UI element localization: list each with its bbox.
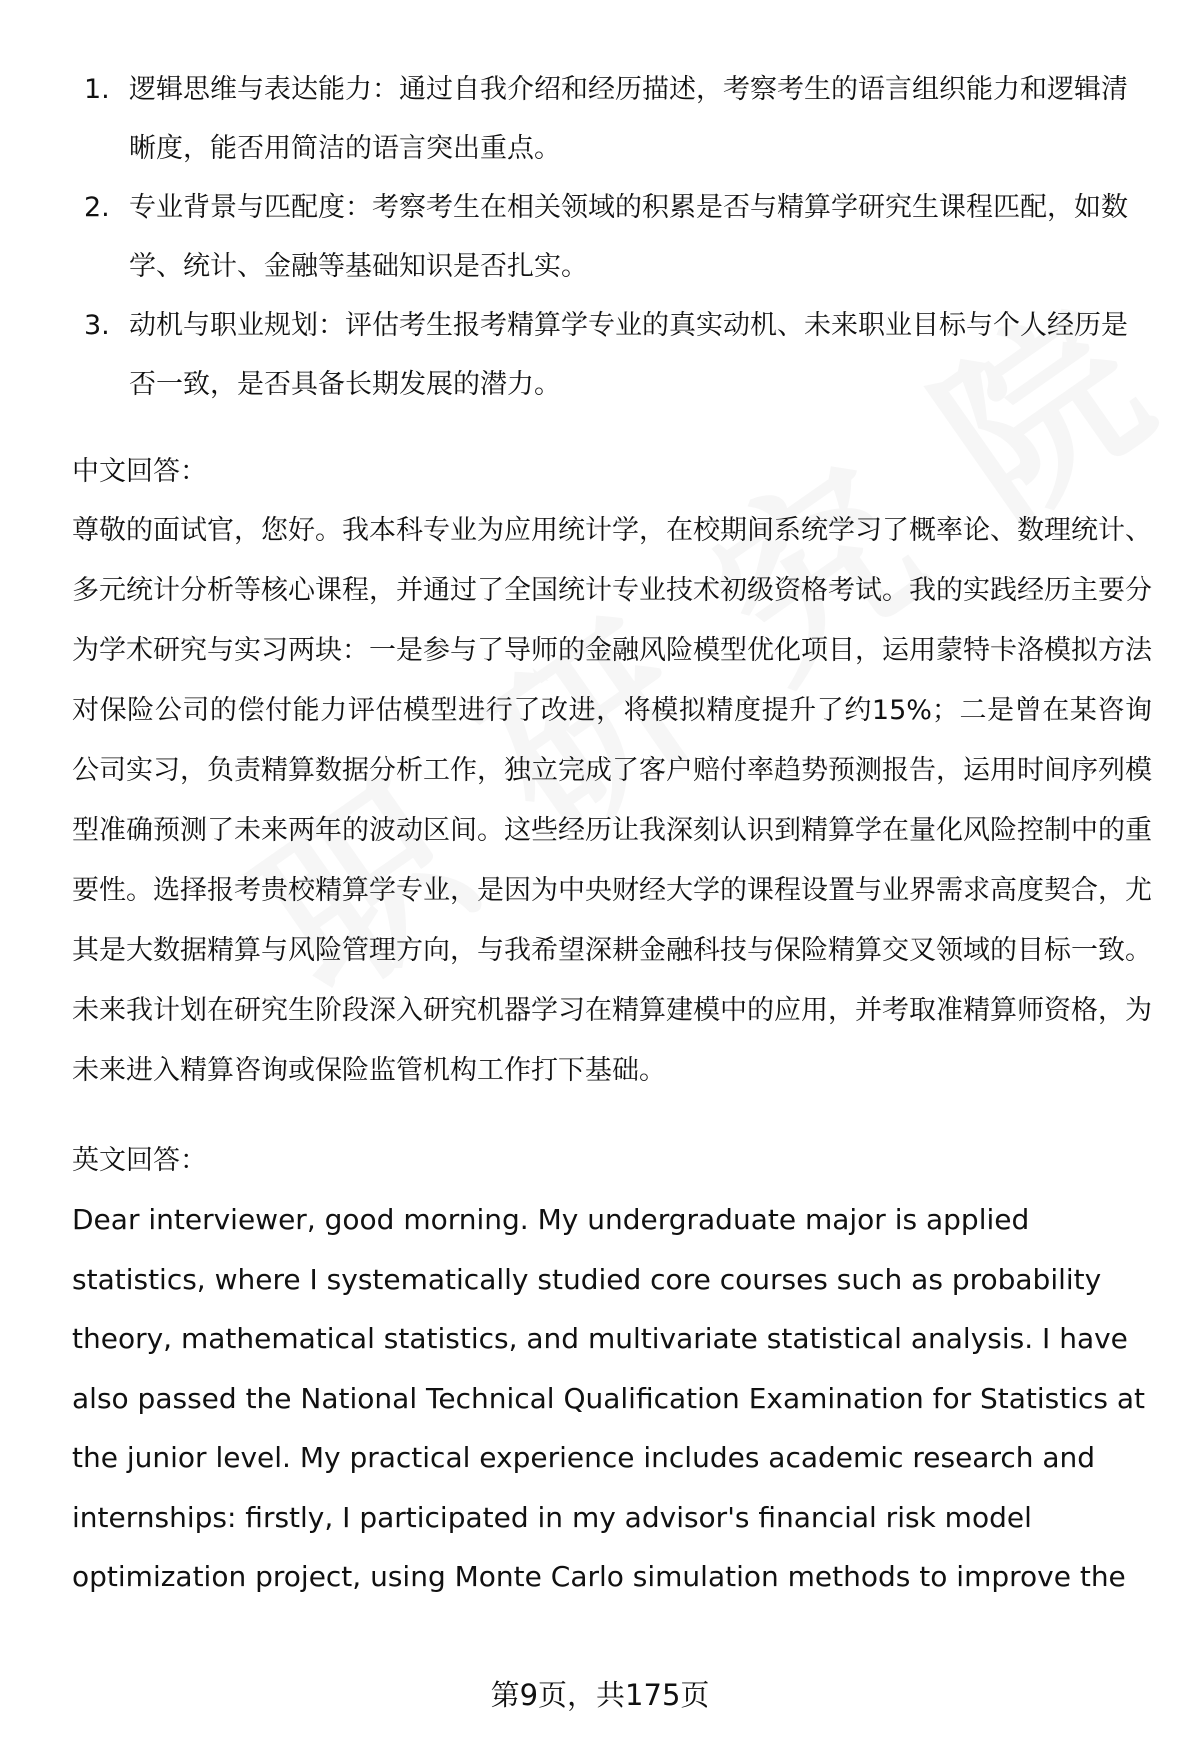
list-item-number: 1. bbox=[84, 74, 110, 105]
list-item-number: 2. bbox=[84, 192, 110, 223]
page-content bbox=[72, 60, 1152, 1607]
list-item-text: 逻辑思维与表达能力：通过自我介绍和经历描述，考察考生的语言组织能力和逻辑清晰度，能否用简洁的语言突出重点。 bbox=[129, 74, 1128, 164]
list-item-number: 3. bbox=[84, 310, 110, 341]
list-item bbox=[72, 296, 1152, 414]
english-answer-label: 英文回答： bbox=[72, 1145, 207, 1176]
page-number: 第9页，共175页 bbox=[490, 1678, 710, 1712]
list-item-text: 动机与职业规划：评估考生报考精算学专业的真实动机、未来职业目标与个人经历是否一致，是否具备长期发展的潜力。 bbox=[129, 310, 1128, 400]
list-item bbox=[72, 178, 1152, 296]
list-item-text: 专业背景与匹配度：考察考生在相关领域的积累是否与精算学研究生课程匹配，如数学、统计、金融等基础知识是否扎实。 bbox=[129, 192, 1128, 282]
criteria-list bbox=[72, 60, 1152, 414]
chinese-answer-label: 中文回答： bbox=[72, 456, 207, 487]
chinese-answer-body: 尊敬的面试官，您好。我本科专业为应用统计学，在校期间系统学习了概率论、数理统计、多元统计分析等核心课程，并通过了全国统计专业技术初级资格考试。我的实践经历主要分为学术研究与实习两块：一是参与了导师的金融风险模型优化项目，运用蒙特卡洛模拟方法对保险公司的偿付能力评估模型进行了改进，将模拟精度提升了约15%；二是曾在某咨询公司实习，负责精算数据分析工作，独立完成了客户赔付率趋势预测报告，运用时间序列模型准确预测了未来两年的波动区间。这些经历让我深刻认识到精算学在量化风险控制中的重要性。选择报考贵校精算学专业，是因为中央财经大学的课程设置与业界需求高度契合，尤其是大数据精算与风险管理方向，与我希望深耕金融科技与保险精算交叉领域的目标一致。未来我计划在研究生阶段深入研究机器学习在精算建模中的应用，并考取准精算师资格，为未来进入精算咨询或保险监管机构工作打下基础。 bbox=[72, 515, 1152, 1086]
list-item bbox=[72, 60, 1152, 178]
english-answer-body: Dear interviewer, good morning. My undergraduate major is applied statistics, where I systematically studied core courses such as probability theory, mathematical statistics, and multivariate statistical analysis. I have also passed the National Technical Qualification Examination for Statistics at the junior level. My practical experience includes academic research and internships: firstly, I participated in my advisor's financial risk model optimization project, using Monte Carlo simulation methods to improve the bbox=[72, 1203, 1146, 1593]
